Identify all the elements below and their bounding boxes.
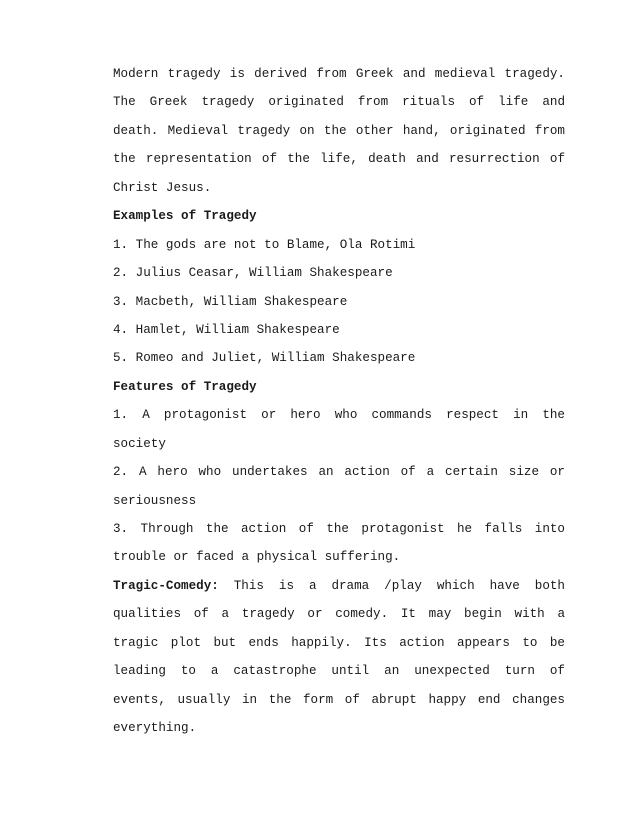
intro-line-5: Christ Jesus.	[113, 180, 212, 195]
features-heading: Features of Tragedy	[113, 379, 257, 394]
tragic-comedy-line-4: leading to a catastrophe until an unexpected turn of	[113, 664, 565, 679]
list-item: 2. Julius Ceasar, William Shakespeare	[113, 266, 393, 281]
features-line-6: trouble or faced a physical suffering.	[113, 550, 401, 565]
intro-line-3: death. Medieval tragedy on the other hand, originated from	[113, 123, 565, 138]
tragic-comedy-line-5: events, usually in the form of abrupt happy end changes	[113, 692, 565, 707]
list-item: 3. Macbeth, William Shakespeare	[113, 294, 348, 309]
tragic-comedy-line-1	[113, 572, 565, 600]
intro-line-4: the representation of the life, death and resurrection of	[113, 152, 565, 167]
examples-list	[113, 231, 565, 373]
features-line-5: 3. Through the action of the protagonist he falls into	[113, 522, 565, 536]
features-line-3: 2. A hero who undertakes an action of a certain size or	[113, 465, 565, 480]
tragic-comedy-line-2: qualities of a tragedy or comedy. It may begin with a	[113, 607, 565, 622]
tragic-comedy-line-3: tragic plot but ends happily. Its action appears to be	[113, 635, 565, 650]
features-line-2: society	[113, 436, 166, 451]
examples-heading: Examples of Tragedy	[113, 209, 257, 224]
list-item: 5. Romeo and Juliet, William Shakespeare	[113, 351, 416, 366]
tragic-comedy-paragraph	[113, 572, 565, 743]
intro-line-1: Modern tragedy is derived from Greek and medieval tragedy.	[113, 67, 565, 81]
list-item: 1. The gods are not to Blame, Ola Rotimi	[113, 237, 416, 252]
features-list	[113, 401, 565, 572]
features-line-1: 1. A protagonist or hero who commands respect in the	[113, 408, 565, 423]
tragic-comedy-line-6: everything.	[113, 721, 197, 736]
tragic-comedy-term: Tragic-Comedy:	[113, 578, 219, 593]
document-page	[113, 60, 565, 743]
tragic-comedy-first-line-text: This is a drama /play which have both	[233, 578, 565, 593]
intro-line-2: The Greek tragedy originated from rituals of life and	[113, 95, 565, 110]
features-line-4: seriousness	[113, 493, 197, 508]
list-item: 4. Hamlet, William Shakespeare	[113, 322, 340, 337]
intro-paragraph	[113, 60, 565, 202]
